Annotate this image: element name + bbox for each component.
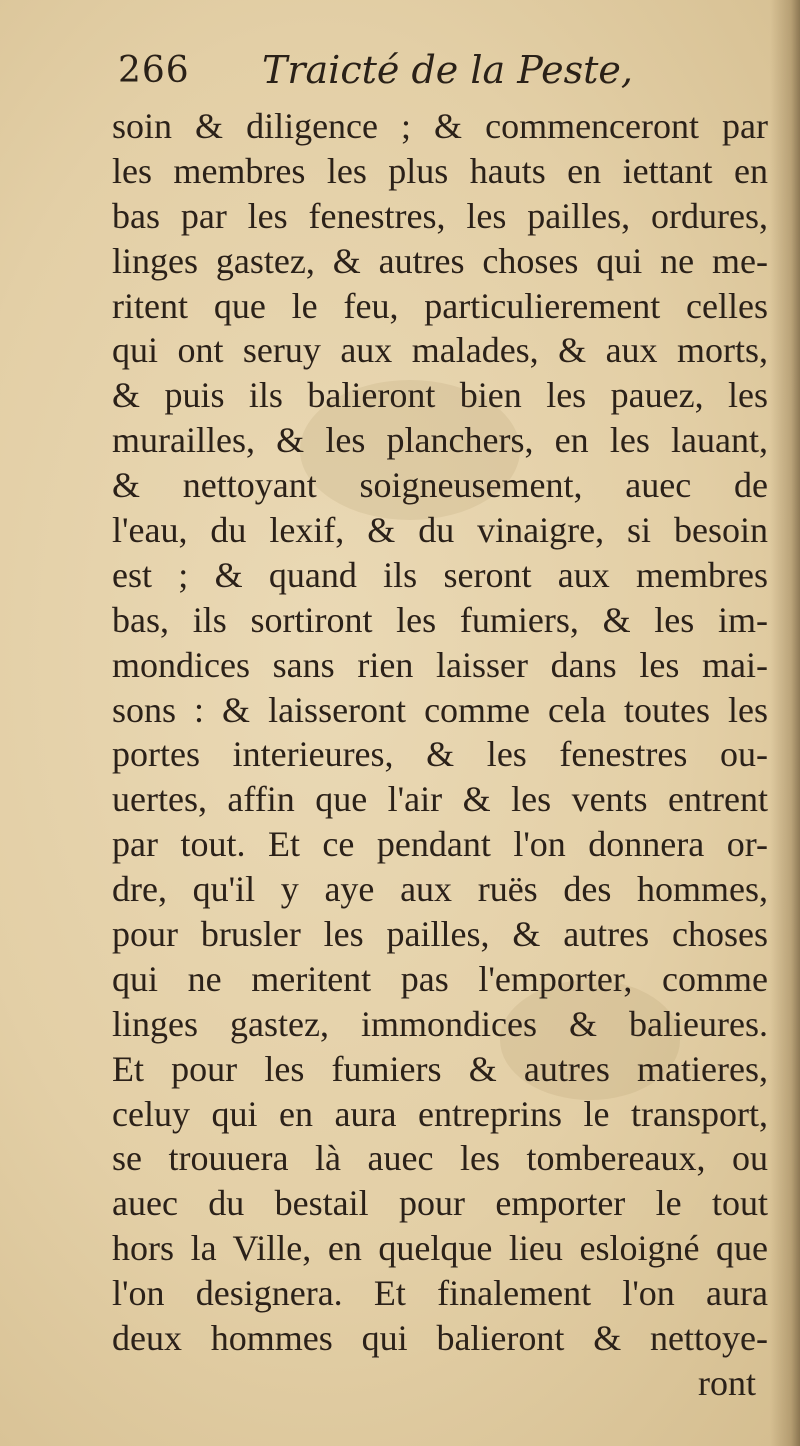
text-line: sons : & laisseront comme cela toutes les: [112, 689, 768, 730]
text-line: dre, qu'il y aye aux ruës des hommes,: [112, 869, 768, 910]
text-line: les membres les plus hauts en iettant en: [112, 150, 768, 191]
text-line: & puis ils balieront bien les pauez, les: [112, 375, 768, 416]
text-line: soin & diligence ; & commenceront par: [112, 106, 768, 146]
page-gutter-shadow: [770, 0, 800, 1446]
running-title: Traicté de la Peste,: [262, 48, 633, 92]
text-line: murailles, & les planchers, en les lauant,: [112, 420, 768, 461]
text-line: pour brusler les pailles, & autres choses: [112, 914, 768, 955]
text-line: ritent que le feu, particulierement celles: [112, 285, 768, 326]
text-line: l'on designera. Et finalement l'on aura: [112, 1273, 768, 1314]
text-line: l'eau, du lexif, & du vinaigre, si besoin: [112, 510, 768, 551]
text-line: celuy qui en aura entreprins le transport,: [112, 1093, 768, 1134]
text-line: par tout. Et ce pendant l'on donnera or-: [112, 824, 768, 865]
body-text: [112, 104, 768, 1406]
text-line: linges gastez, immondices & balieures.: [112, 1003, 768, 1044]
text-line: bas par les fenestres, les pailles, ordures,: [112, 195, 768, 236]
text-line: uertes, affin que l'air & les vents entrent: [112, 779, 768, 820]
text-line: mondices sans rien laisser dans les mai-: [112, 644, 768, 685]
text-line: & nettoyant soigneusement, auec de: [112, 465, 768, 506]
page-header: [112, 48, 752, 104]
text-line: Et pour les fumiers & autres matieres,: [112, 1048, 768, 1089]
text-line: se trouuera là auec les tombereaux, ou: [112, 1138, 768, 1179]
page-number: 266: [118, 50, 190, 91]
text-line: deux hommes qui balieront & nettoye-: [112, 1318, 768, 1359]
text-line: hors la Ville, en quelque lieu esloigné que: [112, 1228, 768, 1269]
text-line: bas, ils sortiront les fumiers, & les im-: [112, 599, 768, 640]
text-line: qui ont seruy aux malades, & aux morts,: [112, 330, 768, 371]
catchword: ront: [698, 1362, 756, 1403]
text-line: portes interieures, & les fenestres ou-: [112, 734, 768, 775]
text-line: est ; & quand ils seront aux membres: [112, 554, 768, 595]
text-line: linges gastez, & autres choses qui ne me-: [112, 240, 768, 281]
text-line: auec du bestail pour emporter le tout: [112, 1183, 768, 1224]
text-line: qui ne meritent pas l'emporter, comme: [112, 958, 768, 999]
